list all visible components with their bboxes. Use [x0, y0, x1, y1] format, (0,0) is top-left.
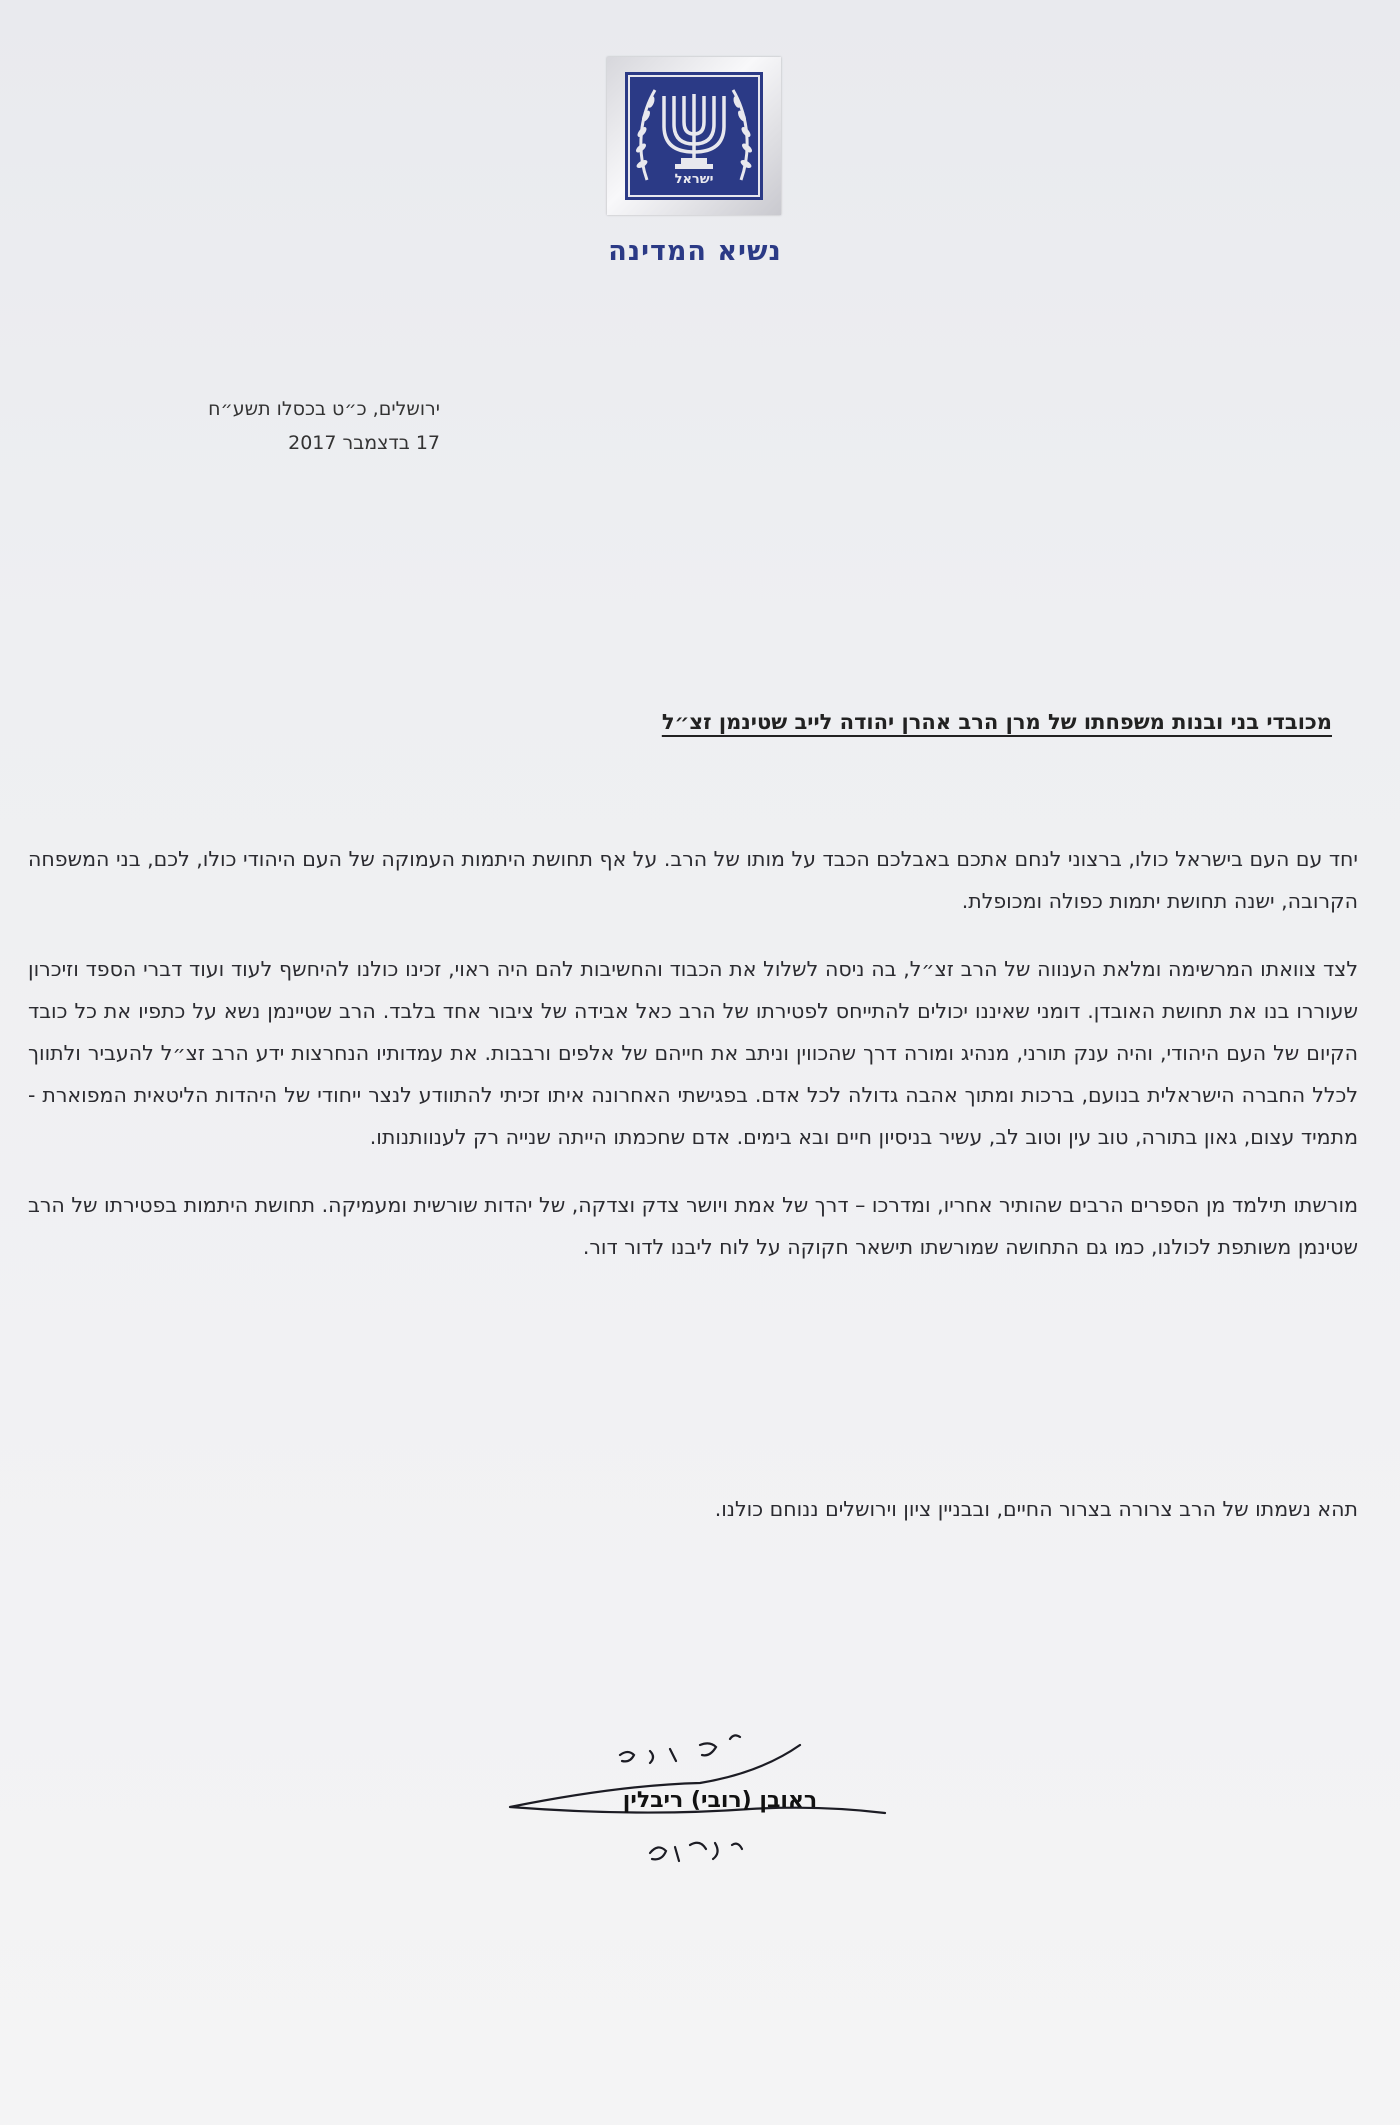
hebrew-date: ירושלים, כ״ט בכסלו תשע״ח [208, 398, 440, 420]
emblem-caption: ישראל [674, 172, 714, 187]
gregorian-date: 17 בדצמבר 2017 [288, 432, 440, 454]
closing-line: תהא נשמתו של הרב צרורה בצרור החיים, ובבניין ציון וירושלים ננוחם כולנו. [714, 1497, 1358, 1521]
addressee-heading: מכובדי בני ובנות משפחתו של מרן הרב אהרן יהודה לייב שטינמן זצ״ל [661, 710, 1332, 734]
emblem-foil-frame [607, 57, 781, 215]
state-emblem-icon [625, 72, 763, 200]
letter-body [28, 838, 1358, 1294]
date-block [60, 392, 440, 460]
paragraph-3: מורשתו תילמד מן הספרים הרבים שהותיר אחריו, ומדרכו – דרך של אמת ויושר צדק וצדקה, של יהדות שורשית ומעמיקה. תחושת היתמות בפטירתו של הרב שטינמן משותפת לכולנו, כמו גם התחושה שמורשתו תישאר חקוקה על לוח ליבנו לדור דור. [28, 1193, 1358, 1259]
signer-name: ראובן (רובי) ריבלין [622, 1788, 818, 1813]
paragraph-2: לצד צוואתו המרשימה ומלאת הענווה של הרב זצ״ל, בה ניסה לשלול את הכבוד והחשיבות להם היה ראוי, זכינו כולנו להיחשף לעוד ועוד דברי הספד וזיכרון שעוררו בנו את תחושת האובדן. דומני שאיננו יכולים להתייחס לפטירתו של הרב כאל אבידה של ציבור אחד בלבד. הרב שטיינמן נשא על כתפיו את כל כובד הקיום של העם היהודי, והיה ענק תורני, מנהיג ומורה דרך שהכווין וניתב את חייהם של אלפים ורבבות. את עמדותיו הנחרצות ידע הרב זצ״ל להעביר ולתווך לכלל החברה הישראלית בנועם, ברכות ומתוך אהבה גדולה לכל אדם. בפגישתי האחרונה איתו זכיתי להתוודע לנצר ייחודי של היהדות הליטאית המפוארת - מתמיד עצום, גאון בתורה, טוב עין וטוב לב, עשיר בניסיון חיים ובא בימים. אדם שחכמתו הייתה שנייה רק לענוותנותו. [28, 957, 1358, 1149]
paragraph-1: יחד עם העם בישראל כולו, ברצוני לנחם אתכם באבלכם הכבד על מותו של הרב. על אף תחושת היתמות העמוקה של העם היהודי כולו, לכם, בני המשפחה הקרובה, ישנה תחושת יתמות כפולה ומכופלת. [28, 847, 1358, 913]
office-title: נשיא המדינה [608, 236, 782, 267]
